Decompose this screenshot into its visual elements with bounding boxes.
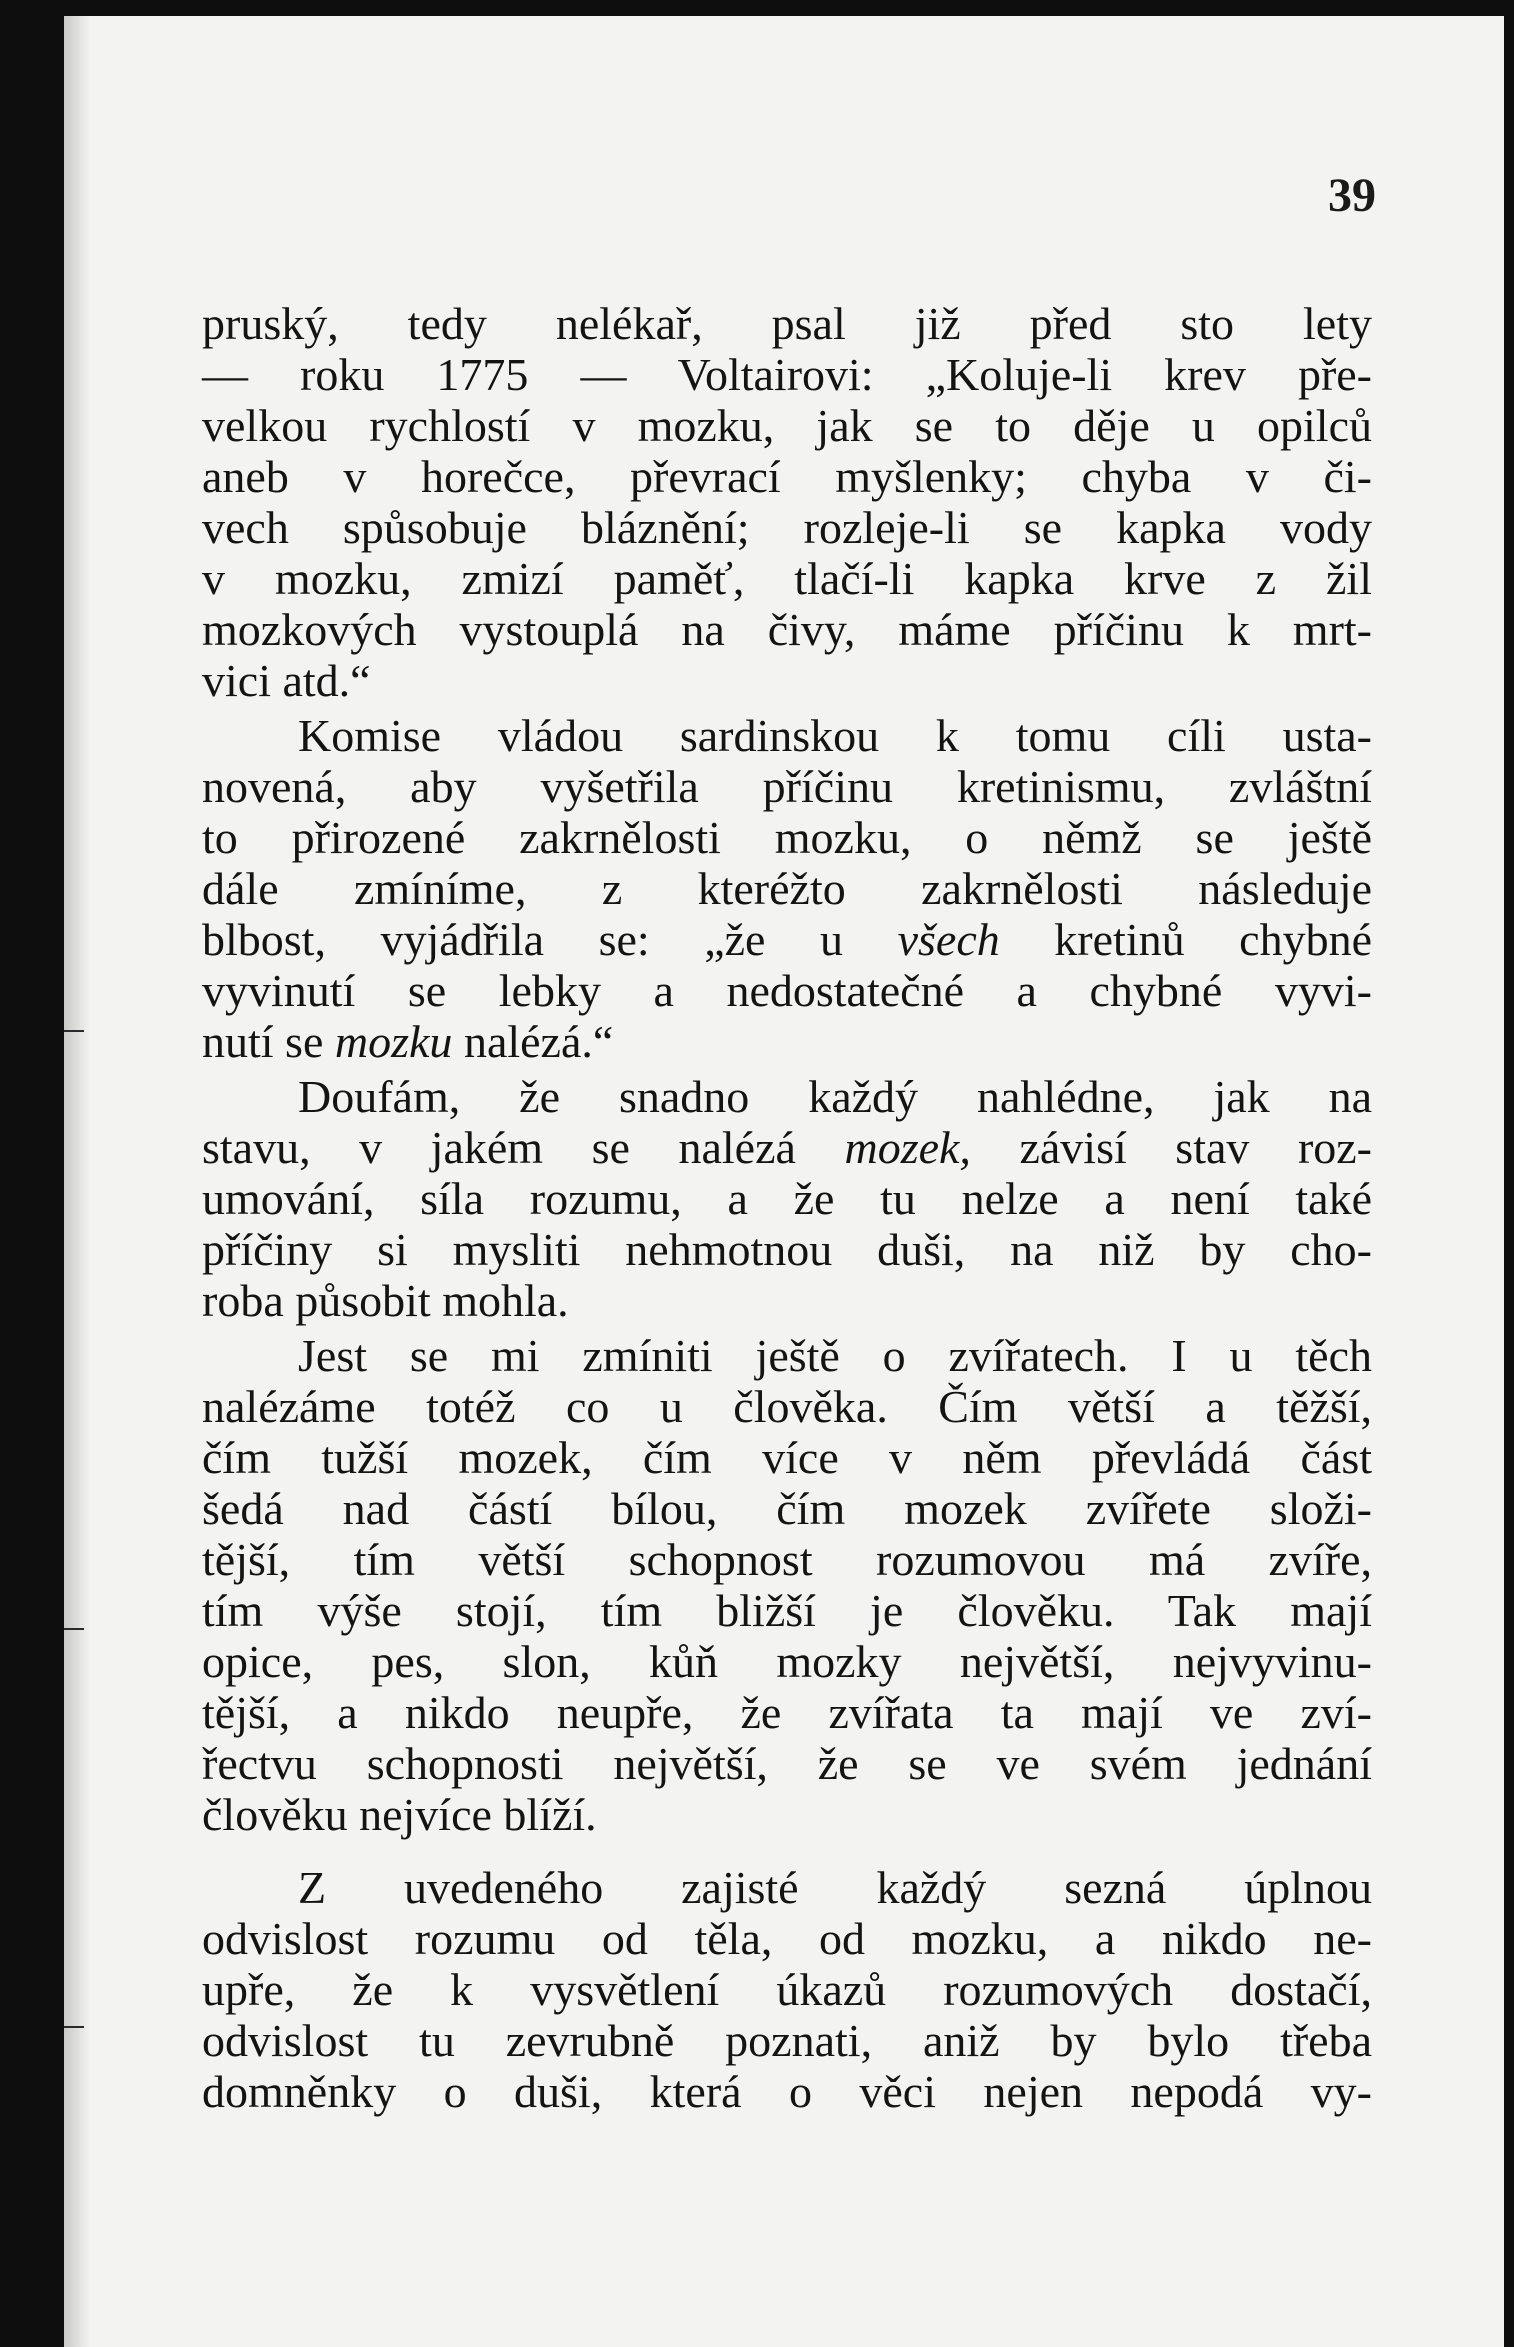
italic-run: mozku — [334, 1016, 453, 1067]
text-run: stavu, v jakém se nalézá — [202, 1122, 845, 1173]
text-line: čím tužší mozek, čím více v něm převládá část — [202, 1432, 1372, 1483]
text-line: vyvinutí se lebky a nedostatečné a chybné vyvi- — [202, 965, 1372, 1016]
book-page — [64, 16, 1504, 2347]
text-line: odvislost rozumu od těla, od mozku, a nikdo ne- — [202, 1913, 1372, 1964]
italic-run: všech — [897, 914, 1000, 965]
text-run: závisí stav roz- — [970, 1122, 1373, 1173]
text-line: Z uvedeného zajisté každý sezná úplnou — [298, 1862, 1372, 1913]
text-line: tější, tím větší schopnost rozumovou má zvíře, — [202, 1534, 1372, 1585]
page-gutter-shadow — [64, 16, 90, 2347]
text-line: odvislost tu zevrubně poznati, aniž by bylo třeba — [202, 2015, 1372, 2066]
text-line: člověku nejvíce blíží. — [202, 1789, 597, 1840]
text-line: Jest se mi zmíniti ještě o zvířatech. I u těch — [298, 1330, 1372, 1381]
text-line: mozkových vystouplá na čivy, máme příčinu k mrt- — [202, 604, 1372, 655]
paragraph-1 — [202, 298, 1372, 706]
text-line: to přirozené zakrnělosti mozku, o němž se ještě — [202, 812, 1372, 863]
text-line: vici atd.“ — [202, 655, 371, 706]
text-line — [202, 1016, 1372, 1067]
text-line — [202, 914, 1372, 965]
text-line: upře, že k vysvětlení úkazů rozumových dostačí, — [202, 1964, 1372, 2015]
text-line — [202, 1122, 1372, 1173]
margin-mark — [64, 2026, 84, 2028]
text-run: blbost, vyjádřila se: „že u — [202, 914, 898, 965]
text-line: nalézáme totéž co u člověka. Čím větší a těžší, — [202, 1381, 1372, 1432]
paragraph-4 — [202, 1330, 1372, 1840]
page-number: 39 — [1328, 169, 1376, 222]
text-line: roba působit mohla. — [202, 1275, 569, 1326]
margin-mark — [64, 1628, 84, 1630]
text-line: Komise vládou sardinskou k tomu cíli usta- — [298, 710, 1372, 761]
paragraph-5 — [202, 1862, 1372, 2117]
margin-mark — [64, 1030, 84, 1032]
text-line: novená, aby vyšetřila příčinu kretinismu, zvláštní — [202, 761, 1372, 812]
text-line: příčiny si mysliti nehmotnou duši, na niž by cho- — [202, 1224, 1372, 1275]
text-run: nutí se — [202, 1016, 335, 1067]
text-line: aneb v horečce, převrací myšlenky; chyba v či- — [202, 451, 1372, 502]
text-line: pruský, tedy nelékař, psal již před sto lety — [202, 298, 1372, 349]
text-run: nalézá.“ — [452, 1016, 614, 1067]
text-line: Doufám, že snadno každý nahlédne, jak na — [298, 1071, 1372, 1122]
text-line: — roku 1775 — Voltairovi: „Koluje-li krev pře- — [202, 349, 1372, 400]
text-run: kretinů chybné — [999, 914, 1372, 965]
paragraph-3 — [202, 1071, 1372, 1326]
text-line: řectvu schopnosti největší, že se ve svém jednání — [202, 1738, 1372, 1789]
text-line: opice, pes, slon, kůň mozky největší, nejvyvinu- — [202, 1636, 1372, 1687]
text-line: vech spůsobuje bláznění; rozleje-li se kapka vody — [202, 502, 1372, 553]
text-line: šedá nad částí bílou, čím mozek zvířete složi- — [202, 1483, 1372, 1534]
paragraph-2 — [202, 710, 1372, 1067]
italic-run: mozek, — [844, 1122, 971, 1173]
text-line: domněnky o duši, která o věci nejen nepodá vy- — [202, 2066, 1372, 2117]
text-line: tím výše stojí, tím bližší je člověku. Tak mají — [202, 1585, 1372, 1636]
body-text — [202, 298, 1372, 2117]
text-line: v mozku, zmizí paměť, tlačí-li kapka krve z žil — [202, 553, 1372, 604]
text-line: velkou rychlostí v mozku, jak se to děje u opilců — [202, 400, 1372, 451]
text-line: dále zmíníme, z kteréžto zakrnělosti následuje — [202, 863, 1372, 914]
text-line: umování, síla rozumu, a že tu nelze a není také — [202, 1173, 1372, 1224]
text-line: tější, a nikdo neupře, že zvířata ta mají ve zví- — [202, 1687, 1372, 1738]
